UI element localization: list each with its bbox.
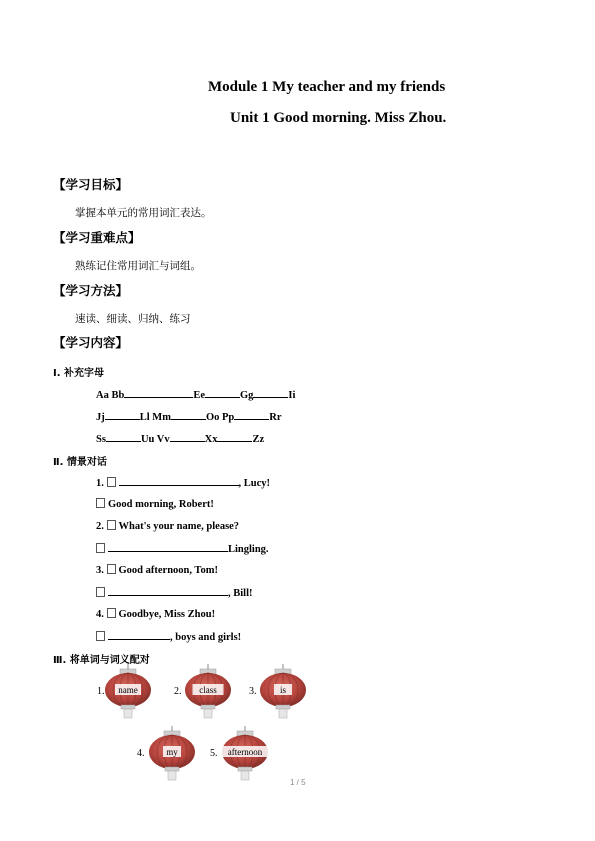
page-number: 1 / 5 xyxy=(290,778,306,787)
alphabet-row-3 xyxy=(96,432,264,445)
lantern-5 xyxy=(210,726,271,780)
speaker-box xyxy=(96,631,105,641)
alphabet-segment: Zz xyxy=(252,434,265,445)
alphabet-segment: Jj xyxy=(96,412,105,423)
dialogue-text: , Lucy! xyxy=(238,478,270,489)
lanterns-figure xyxy=(0,660,595,795)
dialogue-line-5 xyxy=(96,564,218,576)
alphabet-blank[interactable] xyxy=(170,432,205,442)
dialogue-text: Good afternoon, Tom! xyxy=(118,565,218,576)
answer-blank[interactable] xyxy=(108,586,228,596)
speaker-box xyxy=(96,587,105,597)
alphabet-blank[interactable] xyxy=(253,388,288,398)
answer-blank[interactable] xyxy=(108,630,170,640)
lantern-word: class xyxy=(199,685,217,695)
dialogue-line-3 xyxy=(96,520,239,532)
goal-text: 掌握本单元的常用词汇表达。 xyxy=(75,207,212,219)
alphabet-blank[interactable] xyxy=(171,410,206,420)
lantern-number: 4. xyxy=(137,748,145,759)
speaker-box xyxy=(107,608,116,618)
alphabet-segment: Aa Bb xyxy=(96,390,125,401)
dialogue-line-4 xyxy=(96,542,269,555)
alphabet-segment: Xx xyxy=(204,434,218,445)
dialogue-text: , boys and girls! xyxy=(170,632,242,643)
alphabet-segment: Uu Vv xyxy=(140,434,170,445)
speaker-box xyxy=(107,477,116,487)
item-number: 4. xyxy=(96,609,104,620)
part2-heading: Ⅱ. 情景对话 xyxy=(53,457,107,468)
speaker-box xyxy=(107,564,116,574)
speaker-box xyxy=(96,498,105,508)
lantern-4 xyxy=(137,726,195,780)
speaker-box xyxy=(107,520,116,530)
lantern-word: is xyxy=(279,685,287,695)
dialogue-line-7 xyxy=(96,608,215,620)
content-heading: 【学习内容】 xyxy=(53,335,129,350)
alphabet-segment: Rr xyxy=(269,412,282,423)
speaker-box xyxy=(96,543,105,553)
lantern-number: 1. xyxy=(97,686,105,697)
dialogue-text: Good morning, Robert! xyxy=(108,499,214,510)
alphabet-blank[interactable] xyxy=(217,432,252,442)
item-number: 1. xyxy=(96,478,104,489)
dialogue-text: Lingling. xyxy=(228,544,269,555)
dialogue-line-1 xyxy=(96,476,270,489)
lantern-word: afternoon xyxy=(227,747,263,757)
alphabet-blank[interactable] xyxy=(105,410,140,420)
alphabet-segment: Ee xyxy=(193,390,205,401)
key-heading: 【学习重难点】 xyxy=(53,230,141,245)
dialogue-text: Goodbye, Miss Zhou! xyxy=(118,609,216,620)
lantern-1 xyxy=(97,664,151,718)
answer-blank[interactable] xyxy=(119,476,239,486)
method-text: 速读、细读、归纳、练习 xyxy=(75,313,191,325)
unit-title: Unit 1 Good morning. Miss Zhou. xyxy=(230,110,447,126)
goal-heading: 【学习目标】 xyxy=(53,177,129,192)
dialogue-line-2 xyxy=(96,498,214,510)
module-title: Module 1 My teacher and my friends xyxy=(208,79,446,95)
dialogue-line-8 xyxy=(96,630,241,643)
lantern-2 xyxy=(174,664,231,718)
lantern-word: name xyxy=(118,685,138,695)
alphabet-blank[interactable] xyxy=(124,388,193,398)
alphabet-blank[interactable] xyxy=(234,410,269,420)
part3-heading: Ⅲ. 将单词与词义配对 xyxy=(53,655,150,666)
dialogue-text: What's your name, please? xyxy=(118,521,240,532)
item-number: 3. xyxy=(96,565,104,576)
alphabet-blank[interactable] xyxy=(106,432,141,442)
item-number: 2. xyxy=(96,521,104,532)
alphabet-segment: Gg xyxy=(239,390,254,401)
alphabet-blank[interactable] xyxy=(205,388,240,398)
lantern-word: my xyxy=(166,747,178,757)
alphabet-row-2 xyxy=(96,410,282,423)
key-text: 熟练记住常用词汇与词组。 xyxy=(75,260,201,272)
alphabet-row-1 xyxy=(96,388,295,401)
part1-heading: Ⅰ. 补充字母 xyxy=(53,368,105,379)
dialogue-text: , Bill! xyxy=(228,588,253,599)
alphabet-segment: Ii xyxy=(288,390,296,401)
alphabet-segment: Oo Pp xyxy=(205,412,235,423)
method-heading: 【学习方法】 xyxy=(53,283,129,298)
lantern-number: 2. xyxy=(174,686,182,697)
alphabet-segment: Ll Mm xyxy=(139,412,171,423)
lantern-number: 3. xyxy=(249,686,257,697)
dialogue-line-6 xyxy=(96,586,253,599)
lantern-number: 5. xyxy=(210,748,218,759)
answer-blank[interactable] xyxy=(108,542,228,552)
lantern-3 xyxy=(249,664,306,718)
alphabet-segment: Ss xyxy=(96,434,106,445)
